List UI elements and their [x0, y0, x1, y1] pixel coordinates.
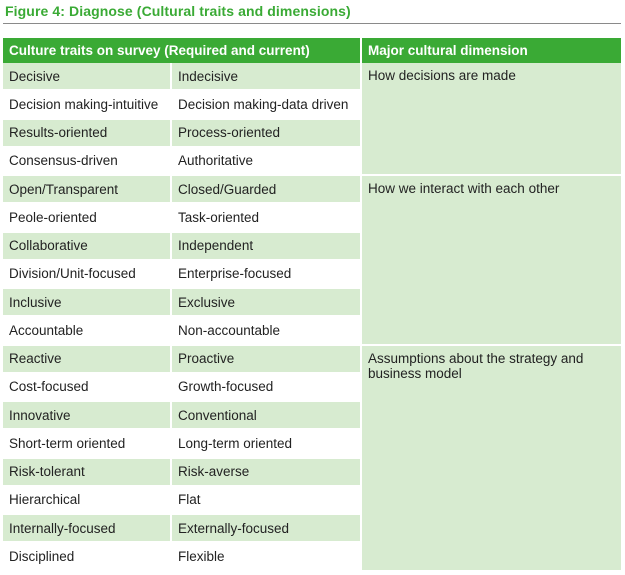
opposite-trait-cell: Flexible	[171, 542, 361, 570]
opposite-trait-cell: Exclusive	[171, 288, 361, 316]
title-divider	[3, 23, 621, 24]
trait-cell: Consensus-driven	[3, 147, 171, 175]
trait-cell: Decisive	[3, 63, 171, 90]
cultural-dimension-cell: How we interact with each other	[361, 175, 621, 345]
opposite-trait-cell: Decision making-data driven	[171, 90, 361, 118]
trait-cell: Short-term oriented	[3, 429, 171, 457]
cultural-dimension-cell: How decisions are made	[361, 63, 621, 175]
trait-cell: Division/Unit-focused	[3, 260, 171, 288]
opposite-trait-cell: Growth-focused	[171, 373, 361, 401]
trait-cell: Hierarchical	[3, 486, 171, 514]
trait-cell: Disciplined	[3, 542, 171, 570]
trait-cell: Risk-tolerant	[3, 458, 171, 486]
opposite-trait-cell: Enterprise-focused	[171, 260, 361, 288]
trait-cell: Internally-focused	[3, 514, 171, 542]
trait-cell: Accountable	[3, 316, 171, 344]
opposite-trait-cell: Risk-averse	[171, 458, 361, 486]
trait-cell: Cost-focused	[3, 373, 171, 401]
opposite-trait-cell: Task-oriented	[171, 203, 361, 231]
culture-traits-table	[3, 38, 621, 572]
cultural-dimension-cell: Assumptions about the strategy and business model	[361, 345, 621, 571]
opposite-trait-cell: Proactive	[171, 345, 361, 373]
opposite-trait-cell: Non-accountable	[171, 316, 361, 344]
trait-cell: Open/Transparent	[3, 175, 171, 203]
opposite-trait-cell: Independent	[171, 232, 361, 260]
opposite-trait-cell: Conventional	[171, 401, 361, 429]
opposite-trait-cell: Externally-focused	[171, 514, 361, 542]
trait-cell: Reactive	[3, 345, 171, 373]
opposite-trait-cell: Authoritative	[171, 147, 361, 175]
opposite-trait-cell: Closed/Guarded	[171, 175, 361, 203]
table-body	[3, 63, 621, 571]
header-cultural-dimension: Major cultural dimension	[361, 38, 621, 63]
table-row	[3, 63, 621, 90]
trait-cell: Collaborative	[3, 232, 171, 260]
opposite-trait-cell: Process-oriented	[171, 119, 361, 147]
opposite-trait-cell: Indecisive	[171, 63, 361, 90]
trait-cell: Results-oriented	[3, 119, 171, 147]
trait-cell: Decision making-intuitive	[3, 90, 171, 118]
header-culture-traits: Culture traits on survey (Required and current)	[3, 38, 361, 63]
figure-title: Figure 4: Diagnose (Cultural traits and dimensions)	[5, 3, 351, 19]
table-header-row	[3, 38, 621, 63]
trait-cell: Peole-oriented	[3, 203, 171, 231]
trait-cell: Inclusive	[3, 288, 171, 316]
table-row	[3, 175, 621, 203]
trait-cell: Innovative	[3, 401, 171, 429]
table-row	[3, 345, 621, 373]
opposite-trait-cell: Flat	[171, 486, 361, 514]
opposite-trait-cell: Long-term oriented	[171, 429, 361, 457]
